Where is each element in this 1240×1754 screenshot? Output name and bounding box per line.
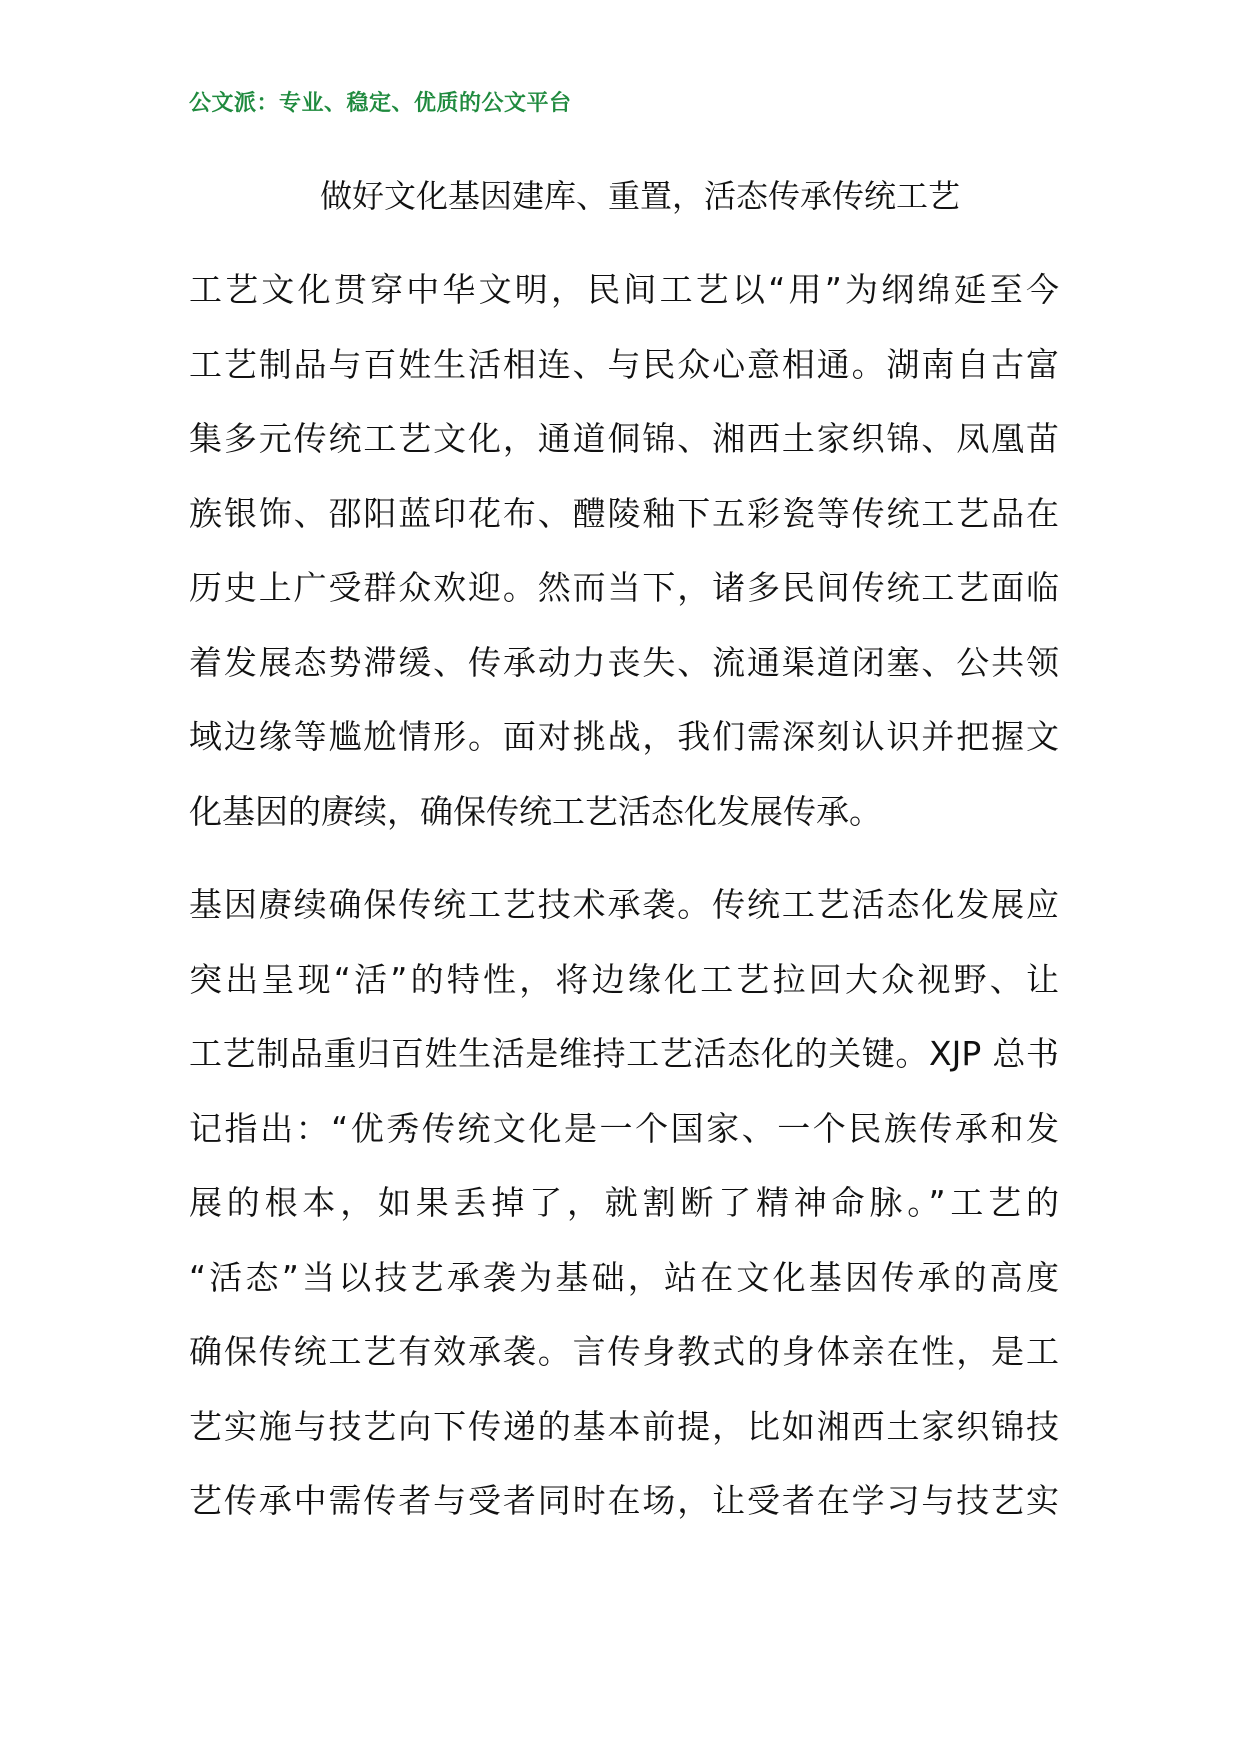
paragraph-line: 确保传统工艺有效承袭。言传身教式的身体亲在性，是工 bbox=[189, 1332, 1059, 1371]
paragraph-line: 集多元传统工艺文化，通道侗锦、湘西土家织锦、凤凰苗 bbox=[189, 419, 1059, 458]
paragraph-line: 工艺文化贯穿中华文明，民间工艺以“用”为纲绵延至今 bbox=[189, 270, 1059, 309]
paragraph-line: 化基因的赓续，确保传统工艺活态化发展传承。 bbox=[189, 791, 882, 831]
paragraph-line: 工艺制品重归百姓生活是维持工艺活态化的关键。XJP 总书 bbox=[189, 1034, 1059, 1073]
paragraph-line: 历史上广受群众欢迎。然而当下，诸多民间传统工艺面临 bbox=[189, 568, 1059, 607]
paragraph-line: “活态”当以技艺承袭为基础，站在文化基因传承的高度 bbox=[189, 1257, 1059, 1297]
site-header-text: 公文派：专业、稳定、优质的公文平台 bbox=[189, 91, 572, 116]
paragraph-line: 突出呈现“活”的特性，将边缘化工艺拉回大众视野、让 bbox=[189, 959, 1059, 999]
paragraph-1 bbox=[189, 253, 1059, 849]
paragraph-line: 记指出：“优秀传统文化是一个国家、一个民族传承和发 bbox=[189, 1108, 1059, 1148]
paragraph-line: 族银饰、邵阳蓝印花布、醴陵釉下五彩瓷等传统工艺品在 bbox=[189, 493, 1059, 533]
paragraph-2 bbox=[189, 868, 1059, 1539]
paragraph-line: 展的根本，如果丢掉了，就割断了精神命脉。”工艺的 bbox=[189, 1183, 1059, 1222]
article-title: 做好文化基因建库、重置，活态传承传统工艺 bbox=[320, 177, 961, 215]
paragraph-line: 艺实施与技艺向下传递的基本前提，比如湘西土家织锦技 bbox=[189, 1406, 1059, 1446]
paragraph-line: 着发展态势滞缓、传承动力丧失、流通渠道闭塞、公共领 bbox=[189, 642, 1059, 682]
paragraph-line: 域边缘等尴尬情形。面对挑战，我们需深刻认识并把握文 bbox=[189, 717, 1059, 756]
paragraph-line: 艺传承中需传者与受者同时在场，让受者在学习与技艺实 bbox=[189, 1481, 1059, 1520]
paragraph-line: 工艺制品与百姓生活相连、与民众心意相通。湖南自古富 bbox=[189, 344, 1059, 384]
site-header bbox=[189, 88, 572, 120]
paragraph-line: 基因赓续确保传统工艺技术承袭。传统工艺活态化发展应 bbox=[189, 885, 1059, 924]
